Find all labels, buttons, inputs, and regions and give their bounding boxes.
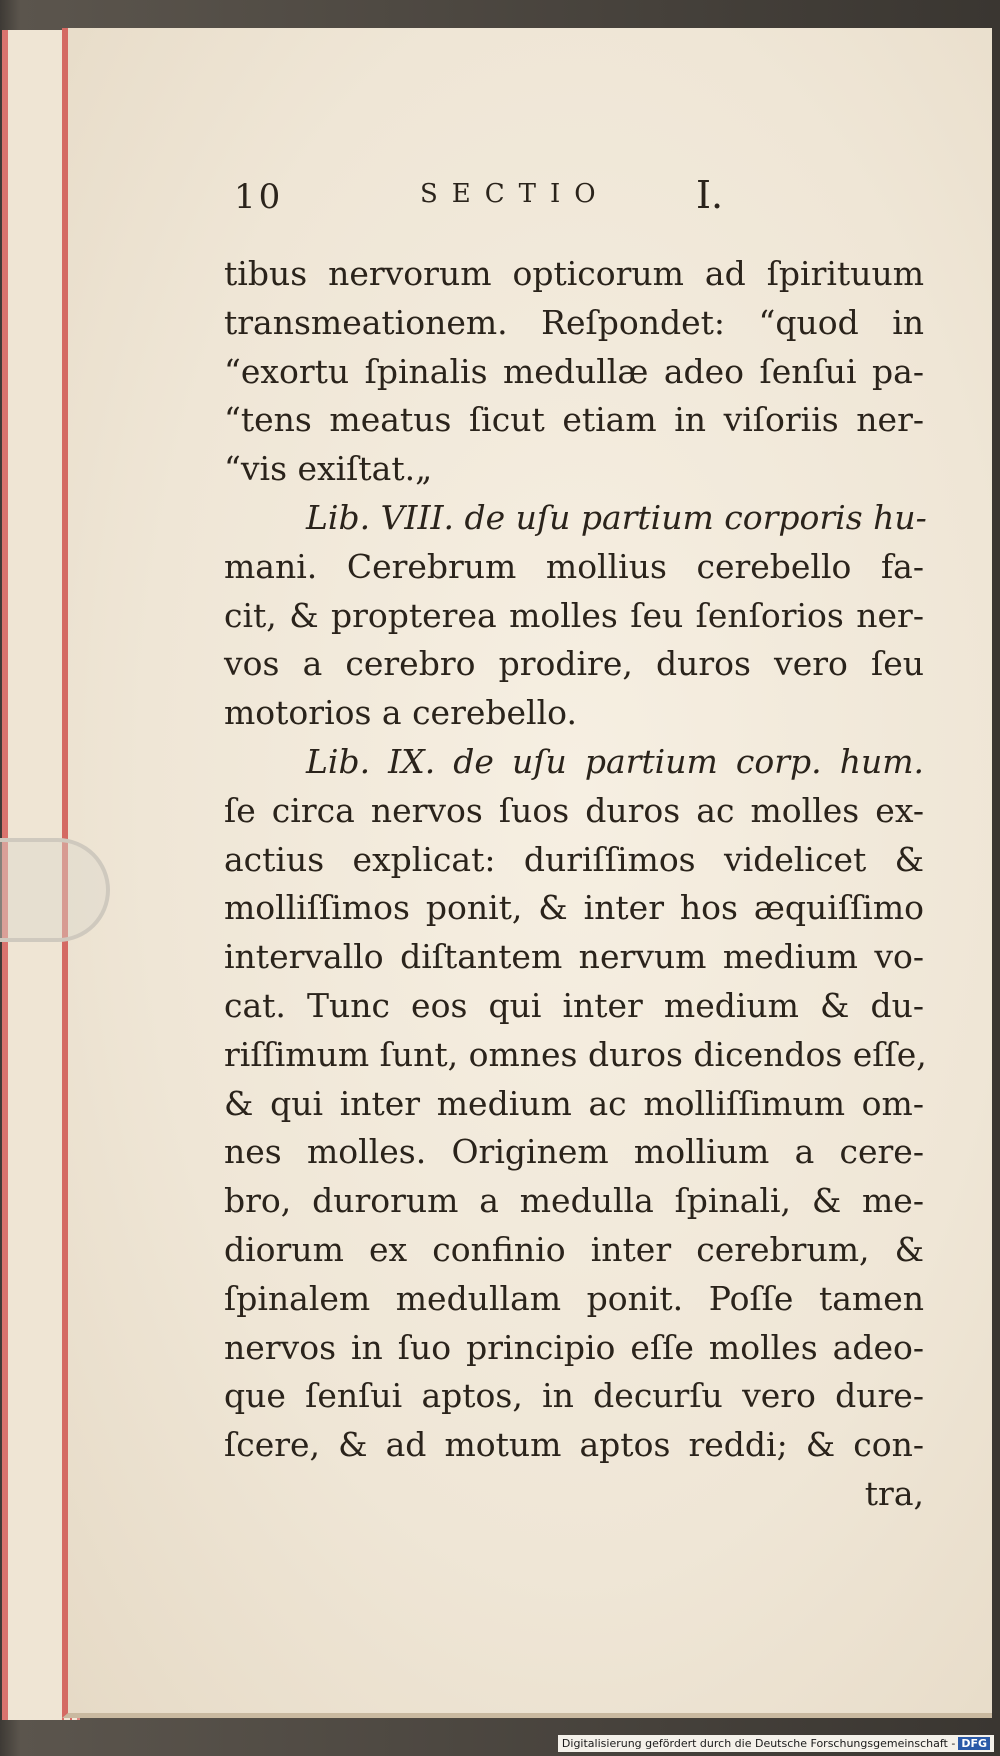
text-line: motorios a cerebello. [224, 693, 577, 733]
page-number: 10 [234, 177, 284, 217]
text-line: nervos in ſuo principio eſſe molles adeo- [224, 1327, 924, 1367]
running-head-numeral: I. [696, 173, 724, 217]
text-line: bro, durorum a medulla ſpinali, & me- [224, 1181, 924, 1221]
text-line: & qui inter medium ac molliſſimum om- [224, 1083, 924, 1123]
text-line: riſſimum ſunt, omnes duros dicendos eſſe, [224, 1034, 927, 1074]
text-line: actius explicat: duriſſimos videlicet & [224, 839, 924, 879]
text-line: mani. Cerebrum mollius cerebello fa- [224, 546, 924, 586]
text-line: Lib. IX. de uſu partium corp. hum. [306, 741, 924, 781]
text-line: Lib. VIII. de uſu partium corporis hu- [306, 497, 927, 537]
text-line: diorum ex confinio inter cerebrum, & [224, 1229, 924, 1269]
text-line: transmeationem. Reſpondet: “quod in [224, 302, 924, 342]
text-line: ſcere, & ad motum aptos reddi; & con- [224, 1425, 924, 1465]
text-line: “vis exiſtat.„ [224, 449, 433, 489]
body-text [224, 250, 927, 1519]
page-clip [0, 838, 110, 942]
catchword: tra, [864, 1473, 924, 1513]
text-line: cat. Tunc eos qui inter medium & du- [224, 985, 924, 1025]
text-line: vos a cerebro prodire, duros vero ſeu [224, 644, 924, 684]
page-header [230, 175, 750, 225]
text-line: cit, & propterea molles ſeu ſenſorios ner- [224, 595, 924, 635]
credit-text: Digitalisierung gefördert durch die Deutsche Forschungsgemeinschaft - [561, 1737, 956, 1750]
text-line: nes molles. Originem mollium a cere- [224, 1132, 924, 1172]
dfg-logo-icon: DFG [958, 1737, 990, 1750]
text-line: tibus nervorum opticorum ad ſpirituum [224, 254, 924, 293]
text-line: que ſenſui aptos, in decurſu vero dure- [224, 1376, 924, 1416]
text-line: ſpinalem medullam ponit. Poſſe tamen [224, 1278, 924, 1318]
text-line: molliſſimos ponit, & inter hos æquiſſimo [224, 888, 924, 928]
text-line: intervallo diſtantem nervum medium vo- [224, 937, 924, 977]
text-line: ſe circa nervos ſuos duros ac molles ex- [224, 790, 924, 830]
digitization-credit [558, 1735, 994, 1752]
running-head: SECTIO [420, 179, 610, 209]
text-line: “tens meatus ſicut etiam in viſoriis ner- [224, 400, 924, 440]
text-line: “exortu ſpinalis medullæ adeo ſenſui pa- [224, 351, 924, 391]
